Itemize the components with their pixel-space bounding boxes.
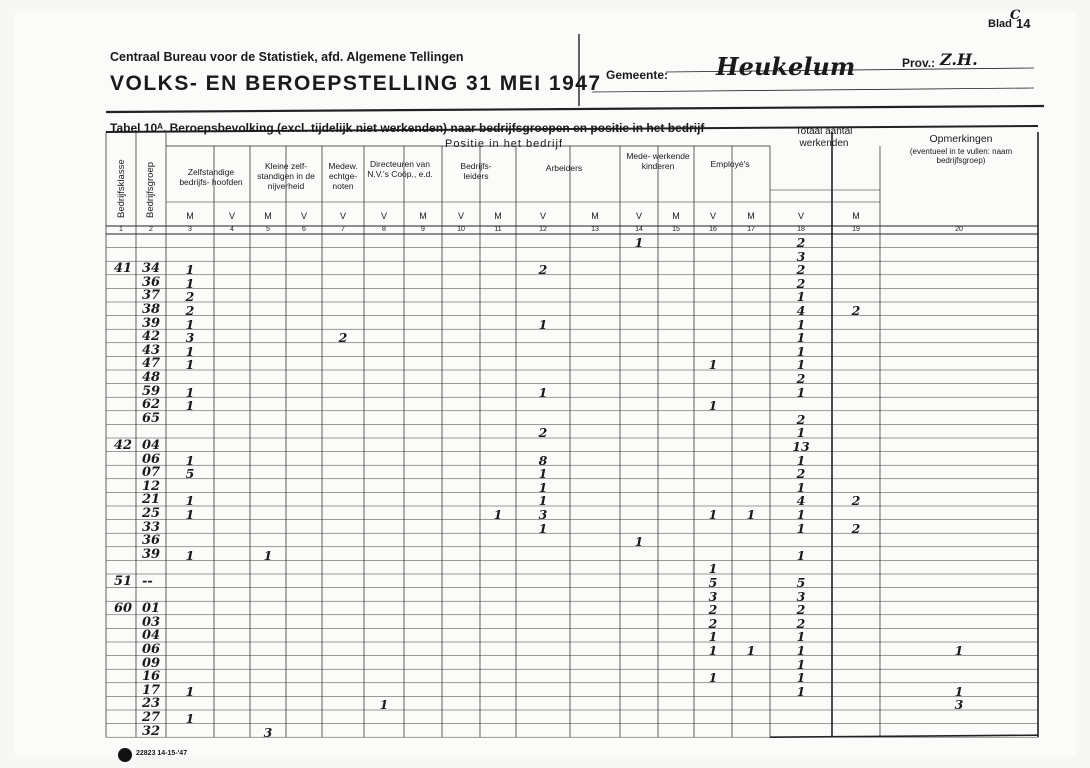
count-cell: 3: [954, 697, 964, 713]
count-cell: 13: [792, 439, 810, 454]
count-cell: 2: [851, 493, 861, 509]
bedrijfsgroep-cell: 43: [142, 342, 161, 358]
count-cell: 1: [796, 384, 806, 400]
count-cell: 1: [185, 547, 195, 563]
print-code: 22823 14-15-'47: [136, 750, 188, 757]
count-cell: 3: [796, 588, 806, 604]
group-medew: Medew. echtge- noten: [328, 161, 358, 191]
count-cell: 2: [796, 602, 806, 618]
count-cell: 2: [851, 303, 861, 318]
column-number: 12: [539, 226, 547, 233]
group-opmerkingen-sub: (eventueel in te vullen: naam bedrijfsgroep): [909, 147, 1013, 166]
count-cell: 1: [708, 561, 718, 577]
group-employes: Employé's: [710, 159, 750, 169]
count-cell: 5: [185, 466, 195, 482]
count-cell: 1: [708, 357, 718, 373]
count-cell: 3: [263, 724, 273, 740]
count-cell: 2: [796, 615, 806, 631]
bedrijfsgroep-cell: 39: [142, 546, 161, 562]
count-cell: 1: [796, 343, 806, 359]
column-number: 15: [672, 226, 680, 233]
column-number: 9: [421, 226, 425, 233]
count-cell: 1: [796, 547, 806, 563]
bedrijfsgroep-cell: 47: [142, 356, 161, 372]
count-cell: 2: [708, 615, 718, 631]
mv-label: M: [419, 211, 427, 221]
count-cell: 1: [796, 670, 806, 686]
bedrijfsgroep-cell: 33: [142, 519, 161, 535]
mv-label: M: [852, 211, 860, 221]
count-cell: 3: [185, 330, 195, 346]
group-arbeiders: Arbeiders: [545, 163, 583, 173]
count-cell: 1: [185, 275, 195, 291]
group-zelfstandige: Zelfstandige bedrijfs- hoofden: [179, 167, 243, 187]
count-cell: 2: [796, 235, 806, 250]
bedrijfsgroep-cell: 48: [142, 370, 161, 385]
col-header-bedrijfsklasse: Bedrijfsklasse: [116, 159, 127, 218]
count-cell: 5: [708, 575, 718, 590]
mv-label: V: [539, 211, 546, 221]
count-cell: 1: [708, 398, 718, 414]
column-number: 19: [852, 226, 860, 233]
census-form-sheet: [14, 8, 1076, 757]
blad-letter: C: [1010, 8, 1021, 23]
bedrijfsgroep-cell: 62: [142, 397, 161, 413]
count-cell: 1: [185, 398, 195, 414]
bedrijfsgroep-cell: 36: [142, 533, 161, 549]
count-cell: 1: [708, 629, 718, 645]
column-number: 11: [494, 226, 502, 233]
mv-label: M: [264, 211, 272, 221]
count-cell: 1: [796, 330, 806, 346]
count-cell: 1: [538, 493, 548, 509]
bedrijfsgroep-cell: 07: [142, 465, 161, 481]
count-cell: 3: [538, 507, 548, 522]
count-cell: 2: [338, 330, 348, 346]
bedrijfsgroep-cell: 01: [142, 601, 161, 617]
count-cell: 1: [796, 656, 806, 672]
bedrijfsklasse-cell: 51: [114, 574, 133, 589]
positie-header: Positie in het bedrijf: [445, 138, 563, 150]
count-cell: 2: [185, 289, 195, 305]
mv-label: V: [339, 211, 346, 221]
count-cell: 1: [708, 670, 718, 686]
bedrijfsgroep-cell: 25: [142, 506, 161, 521]
bedrijfsgroep-cell: 04: [142, 628, 161, 644]
count-cell: 1: [185, 262, 195, 278]
group-totaal: Totaal aantal werkenden: [795, 126, 853, 149]
count-cell: 1: [796, 289, 806, 305]
count-cell: 1: [185, 316, 195, 332]
count-cell: 2: [796, 411, 806, 427]
count-cell: 1: [796, 520, 806, 536]
census-title: VOLKS- EN BEROEPSTELLING 31 MEI 1947: [110, 72, 602, 95]
count-cell: 1: [796, 316, 806, 332]
count-cell: 2: [796, 262, 806, 278]
count-cell: 2: [538, 262, 548, 278]
bedrijfsgroep-cell: 09: [142, 655, 161, 671]
mv-label: M: [672, 211, 680, 221]
count-cell: 2: [185, 303, 195, 318]
count-cell: 1: [538, 316, 548, 332]
count-cell: 1: [493, 507, 503, 522]
count-cell: 1: [746, 507, 756, 522]
column-number: 8: [382, 226, 386, 233]
mv-label: M: [747, 211, 755, 221]
bedrijfsgroep-cell: 06: [142, 451, 161, 467]
bedrijfsgroep-cell: 21: [142, 492, 161, 508]
count-cell: 3: [708, 588, 718, 604]
count-cell: 2: [796, 275, 806, 291]
column-number: 14: [635, 226, 643, 233]
count-cell: 1: [954, 683, 964, 699]
count-cell: 4: [796, 303, 806, 318]
prov-label: Prov.:: [902, 56, 936, 70]
bedrijfsgroep-cell: 32: [142, 723, 161, 739]
bedrijfsgroep-cell: --: [142, 574, 153, 589]
count-cell: 4: [796, 493, 806, 509]
count-cell: 2: [538, 425, 548, 441]
bedrijfsgroep-cell: 17: [142, 682, 161, 698]
bedrijfsgroep-cell: 16: [142, 669, 161, 685]
count-cell: 2: [796, 371, 806, 386]
bedrijfsgroep-cell: 04: [142, 438, 161, 453]
count-cell: 1: [185, 507, 195, 522]
group-opmerkingen: Opmerkingen: [929, 133, 993, 145]
bedrijfsgroep-cell: 36: [142, 274, 161, 290]
count-cell: 1: [796, 629, 806, 645]
column-number: 1: [119, 226, 123, 233]
col-header-bedrijfsgroep: Bedrijfsgroep: [145, 162, 156, 218]
column-number: 6: [302, 226, 306, 233]
count-cell: 3: [796, 248, 806, 264]
prov-value: Z.H.: [940, 50, 978, 69]
blad-number: 14: [1016, 16, 1031, 31]
bedrijfsgroep-cell: 38: [142, 302, 161, 317]
column-number: 7: [341, 226, 345, 233]
bedrijfsgroep-cell: 27: [142, 710, 161, 725]
mv-label: M: [186, 211, 194, 221]
gemeente-label: Gemeente:: [606, 68, 669, 82]
count-cell: 1: [185, 357, 195, 373]
bedrijfsgroep-cell: 12: [142, 478, 161, 494]
group-kleine: Kleine zelf- standigen in de nijverheid: [257, 161, 315, 191]
column-number: 17: [747, 226, 755, 233]
blad-label: Blad: [988, 18, 1012, 30]
count-cell: 1: [263, 547, 273, 563]
bedrijfsgroep-cell: 06: [142, 642, 161, 657]
column-number: 10: [457, 226, 465, 233]
column-number: 3: [188, 226, 192, 233]
count-cell: 1: [708, 507, 718, 522]
gemeente-value: Heukelum: [716, 52, 856, 81]
group-bedrijfsleiders: Bedrijfs- leiders: [460, 161, 492, 181]
count-cell: 1: [634, 235, 644, 250]
column-number: 2: [149, 226, 153, 233]
table-title: Tabel 10ᴬ. Beroepsbevolking (excl. tijdelijk niet werkenden) naar bedrijfsgroepen en positie in het bedrijf: [110, 121, 705, 135]
bedrijfsgroep-cell: 37: [142, 288, 161, 304]
count-cell: 1: [538, 479, 548, 495]
count-cell: 1: [538, 466, 548, 482]
count-cell: 1: [185, 711, 195, 726]
bureau-title: Centraal Bureau voor de Statistiek, afd. Algemene Tellingen: [110, 50, 464, 64]
count-cell: 1: [634, 534, 644, 550]
count-cell: 1: [954, 643, 964, 658]
count-cell: 1: [796, 507, 806, 522]
column-number: 18: [797, 226, 805, 233]
count-cell: 1: [708, 643, 718, 658]
count-cell: 2: [708, 602, 718, 618]
mv-label: M: [591, 211, 599, 221]
count-cell: 1: [185, 343, 195, 359]
mv-label: V: [709, 211, 716, 221]
mv-label: V: [380, 211, 387, 221]
count-cell: 1: [185, 384, 195, 400]
column-number: 16: [709, 226, 717, 233]
count-cell: 2: [796, 466, 806, 482]
count-cell: 1: [538, 384, 548, 400]
bedrijfsgroep-cell: 23: [142, 696, 161, 712]
count-cell: 1: [538, 520, 548, 536]
count-cell: 5: [796, 575, 806, 590]
group-medewerkende: Mede- werkende kinderen: [626, 151, 690, 171]
printer-logo: [118, 748, 132, 762]
bedrijfsgroep-cell: 59: [142, 383, 161, 399]
bedrijfsklasse-cell: 60: [114, 601, 133, 617]
count-cell: 1: [185, 683, 195, 699]
count-cell: 1: [796, 357, 806, 373]
group-directeuren: Directeuren van N.V.'s Coöp., e.d.: [367, 159, 433, 179]
mv-label: V: [228, 211, 235, 221]
bedrijfsgroep-cell: 39: [142, 315, 161, 331]
count-cell: 1: [185, 452, 195, 468]
column-number: 13: [591, 226, 599, 233]
count-cell: 1: [796, 643, 806, 658]
count-cell: 2: [851, 520, 861, 536]
mv-label: M: [494, 211, 502, 221]
count-cell: 8: [538, 452, 548, 468]
count-cell: 1: [379, 697, 389, 713]
mv-label: V: [300, 211, 307, 221]
bedrijfsgroep-cell: 65: [142, 410, 161, 426]
count-cell: 1: [796, 452, 806, 468]
column-number: 4: [230, 226, 234, 233]
mv-label: V: [797, 211, 804, 221]
column-number: 5: [266, 226, 270, 233]
bedrijfsklasse-cell: 42: [114, 438, 133, 453]
column-number: 20: [955, 226, 963, 233]
bedrijfsklasse-cell: 41: [114, 261, 133, 277]
count-cell: 1: [796, 683, 806, 699]
count-cell: 1: [746, 643, 756, 658]
bedrijfsgroep-cell: 34: [142, 261, 161, 277]
bedrijfsgroep-cell: 03: [142, 614, 161, 630]
count-cell: 1: [185, 493, 195, 509]
bedrijfsgroep-cell: 42: [142, 329, 161, 345]
mv-label: V: [457, 211, 464, 221]
count-cell: 1: [796, 479, 806, 495]
count-cell: 1: [796, 425, 806, 441]
mv-label: V: [635, 211, 642, 221]
